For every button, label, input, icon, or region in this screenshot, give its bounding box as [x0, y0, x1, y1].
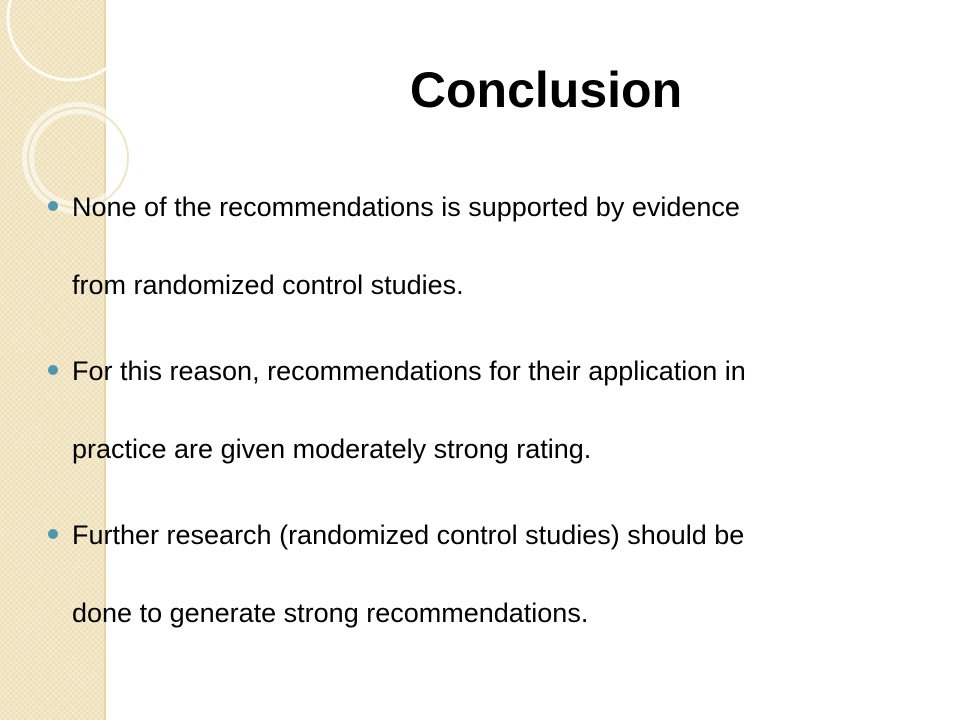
bullet-dot-icon [48, 365, 58, 375]
bullet-1-line-2: from randomized control studies. [72, 270, 464, 300]
bullet-2-line-1: For this reason, recommendations for their application in [72, 356, 746, 386]
slide-title: Conclusion [409, 62, 683, 118]
bullet-dot-icon [48, 201, 58, 211]
bullet-3-line-1: Further research (randomized control studies) should be [72, 520, 745, 550]
bullet-list [46, 168, 886, 660]
bullet-item-3 [46, 496, 886, 652]
bullet-item-2 [46, 332, 886, 488]
bullet-dot-icon [48, 529, 58, 539]
bullet-1-line-1: None of the recommendations is supported by evidence [72, 192, 740, 222]
bullet-3-line-2: done to generate strong recommendations. [72, 598, 589, 628]
bullet-item-1 [46, 168, 886, 324]
bullet-2-line-2: practice are given moderately strong rating. [72, 434, 592, 464]
